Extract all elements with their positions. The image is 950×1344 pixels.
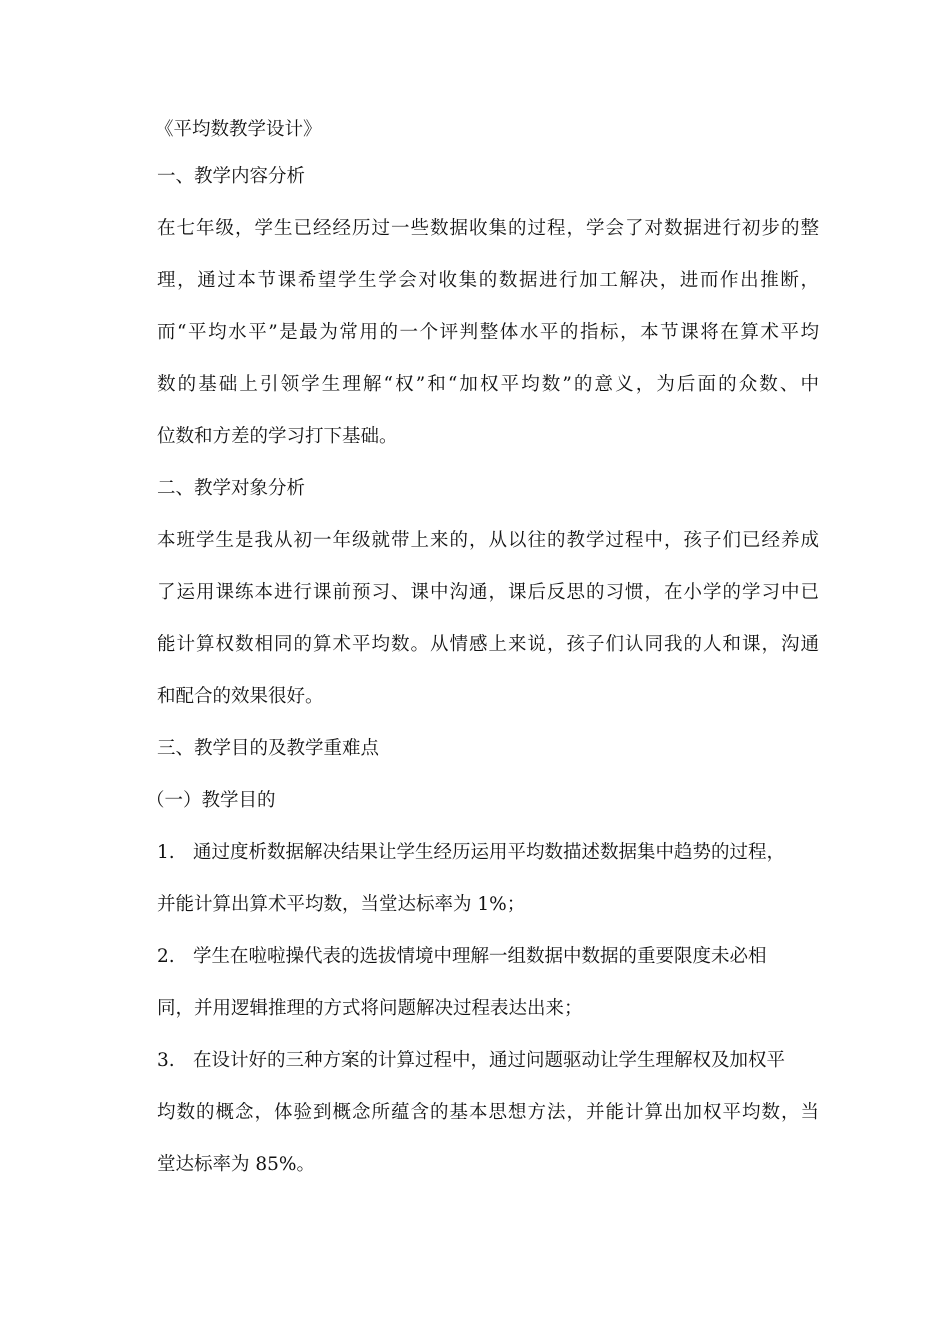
list-item-1 xyxy=(157,841,785,865)
section-heading-content-analysis: 一、教学内容分析 xyxy=(157,166,306,187)
paragraph-line: 均数的概念，体验到概念所蕴含的基本思想方法，并能计算出加权平均数，当 xyxy=(157,1102,819,1123)
list-item-number: 3. xyxy=(157,1050,175,1071)
paragraph-line: 并能计算出算术平均数，当堂达标率为 1%； xyxy=(157,894,526,915)
paragraph-line: 本班学生是我从初一年级就带上来的，从以往的教学过程中，孩子们已经养成 xyxy=(157,530,819,551)
list-item-text: 学生在啦啦操代表的选拔情境中理解一组数据中数据的重要限度未必相 xyxy=(193,946,767,967)
paragraph-line: 了运用课练本进行课前预习、课中沟通，课后反思的习惯，在小学的学习中已 xyxy=(157,582,819,603)
list-item-text: 在设计好的三种方案的计算过程中，通过问题驱动让学生理解权及加权平 xyxy=(193,1050,786,1071)
paragraph-line: 堂达标率为 85%。 xyxy=(157,1154,316,1175)
paragraph-line: 能计算权数相同的算术平均数。从情感上来说，孩子们认同我的人和课，沟通 xyxy=(157,634,819,655)
paragraph-line: 和配合的效果很好。 xyxy=(157,686,324,707)
list-item-number: 2. xyxy=(157,946,175,967)
paragraph-line: 同，并用逻辑推理的方式将问题解决过程表达出来； xyxy=(157,998,583,1019)
paragraph-line: 理，通过本节课希望学生学会对收集的数据进行加工解决，进而作出推断， xyxy=(157,270,819,291)
paragraph-line: 而“平均水平”是最为常用的一个评判整体水平的指标，本节课将在算术平均 xyxy=(157,322,819,343)
paragraph-line: 位数和方差的学习打下基础。 xyxy=(157,426,398,447)
section-heading-objectives: 三、教学目的及教学重难点 xyxy=(157,738,380,759)
list-item-text: 通过度析数据解决结果让学生经历运用平均数描述数据集中趋势的过程， xyxy=(193,842,786,863)
paragraph-line: 在七年级，学生已经经历过一些数据收集的过程，学会了对数据进行初步的整 xyxy=(157,218,819,239)
list-item-2 xyxy=(157,945,767,969)
document-title: 《平均数教学设计》 xyxy=(155,119,322,140)
list-item-number: 1. xyxy=(157,842,175,863)
section-heading-student-analysis: 二、教学对象分析 xyxy=(157,478,306,499)
paragraph-line: 数的基础上引领学生理解“权”和“加权平均数”的意义，为后面的众数、中 xyxy=(157,374,819,395)
list-item-3 xyxy=(157,1049,785,1073)
subsection-heading-goals: （一）教学目的 xyxy=(146,790,276,811)
